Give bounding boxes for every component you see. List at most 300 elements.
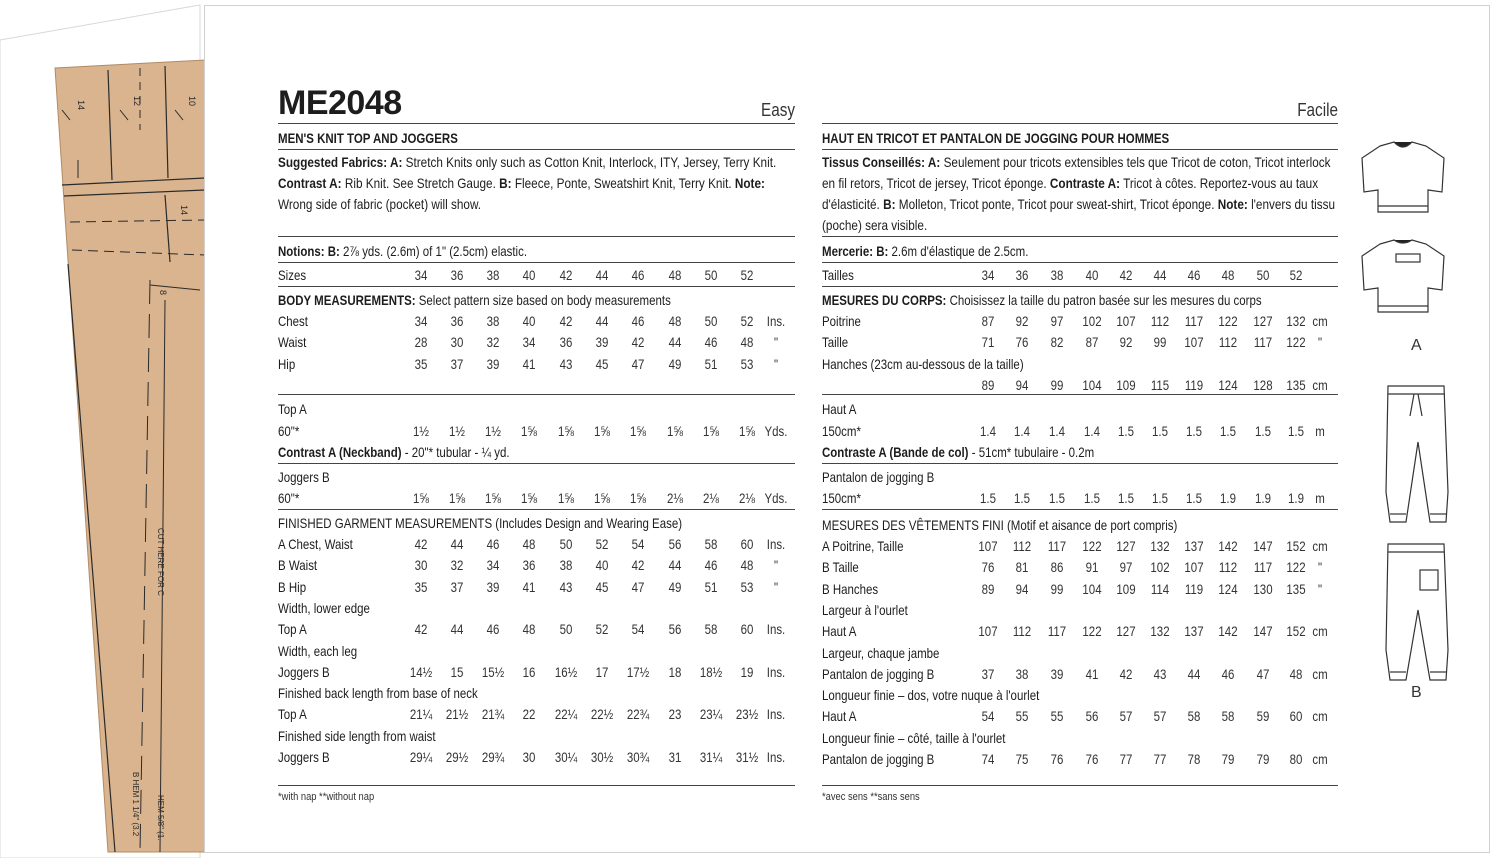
- f-joggers-1-en: Joggers B: [278, 664, 330, 680]
- cell-fr-f_hip: 104: [1082, 582, 1102, 597]
- cell-en-top_yd: 1⅝: [521, 424, 537, 439]
- cell-fr-f_hip: 89: [981, 582, 995, 597]
- cell-fr-f_back: 55: [1050, 709, 1064, 724]
- size-header-en: 34: [414, 268, 428, 283]
- cell-fr-top_m: 1.4: [980, 424, 996, 439]
- cell-fr-f_leg: 44: [1187, 667, 1201, 682]
- footnote-fr: *avec sens **sans sens: [822, 791, 920, 803]
- cell-en-f_waist: 40: [595, 558, 609, 573]
- cell-en-hip: 53: [740, 357, 754, 372]
- cell-fr-f_top: 117: [1047, 624, 1067, 639]
- cell-en-chest: 52: [740, 314, 754, 329]
- cell-en-chest: 44: [595, 314, 609, 329]
- divider: [822, 236, 1338, 237]
- cell-fr-hip: 119: [1184, 378, 1204, 393]
- f-b-waist-fr: B Taille: [822, 559, 859, 575]
- fabrics-b-text: Fleece, Ponte, Sweatshirt Knit, Terry Knit.: [511, 175, 735, 191]
- f-top-a-2-fr: Haut A: [822, 708, 857, 724]
- cell-fr-hip: 99: [1050, 378, 1064, 393]
- size-header-fr: 42: [1119, 268, 1133, 283]
- cell-fr-jog_m: 1.5: [1118, 491, 1134, 506]
- hip-label-fr: Hanches (23cm au-dessous de la taille): [822, 356, 1024, 372]
- cell-en-f_leg: 18: [668, 665, 682, 680]
- cell-fr-f_hip: 124: [1218, 582, 1238, 597]
- unit-fr-f_back: cm: [1312, 709, 1328, 724]
- width-150-fr: 150cm*: [822, 423, 861, 439]
- joggers-back-sketch: [1386, 544, 1448, 680]
- cell-en-f_hip: 53: [740, 580, 754, 595]
- cell-en-chest: 40: [522, 314, 536, 329]
- joggers-label-en: Joggers B: [278, 469, 330, 485]
- fabrics-contrast-text: Rib Knit. See Stretch Gauge.: [341, 175, 500, 191]
- cell-en-chest: 50: [704, 314, 718, 329]
- divider: [278, 123, 795, 124]
- notions-text: 2⅞ yds. (2.6m) of 1" (2.5cm) elastic.: [339, 243, 528, 259]
- contrast-a-fr: [822, 444, 1094, 460]
- cell-en-hip: 35: [414, 357, 428, 372]
- body-heading-fr: [822, 292, 1262, 308]
- cell-en-waist: 32: [486, 335, 500, 350]
- cell-fr-f_side: 75: [1015, 752, 1029, 767]
- size-header-en: 52: [740, 268, 754, 283]
- cell-fr-f_waist: 112: [1218, 560, 1238, 575]
- finished-heading-fr: MESURES DES VÊTEMENTS FINI (Motif et aisance de port compris): [822, 517, 1178, 533]
- cell-fr-waist: 92: [1119, 335, 1133, 350]
- cell-en-f_back: 22½: [590, 707, 614, 722]
- cell-en-chest: 46: [631, 314, 645, 329]
- f-top-a-2-en: Top A: [278, 706, 307, 722]
- cell-fr-f_top: 107: [978, 624, 998, 639]
- body-heading-lead: MESURES DU CORPS:: [822, 292, 947, 308]
- cell-fr-top_m: 1.5: [1152, 424, 1168, 439]
- cell-en-f_chest: 56: [668, 537, 682, 552]
- cell-en-hip: 37: [450, 357, 464, 372]
- fabrics-contrast-text: Tricot à côtes. Reportez-vous au taux d'élasticité.: [822, 175, 1319, 212]
- cell-en-f_back: 23: [668, 707, 682, 722]
- cell-en-f_leg: 18½: [699, 665, 723, 680]
- cell-en-f_hip: 37: [450, 580, 464, 595]
- fabrics-lead: Suggested Fabrics: A:: [278, 154, 403, 170]
- side-length-fr: Longueur finie – côté, taille à l'ourlet: [822, 730, 1006, 746]
- size-header-en: 40: [522, 268, 536, 283]
- cell-en-top_yd: 1⅝: [630, 424, 646, 439]
- fabrics-note-lead: Note:: [734, 175, 765, 191]
- unit-en-f_top: Ins.: [766, 622, 786, 637]
- cell-fr-f_side: 74: [981, 752, 995, 767]
- cell-fr-jog_m: 1.5: [980, 491, 996, 506]
- unit-en-chest: Ins.: [766, 314, 786, 329]
- cell-fr-jog_m: 1.5: [1152, 491, 1168, 506]
- size-header-en: 50: [704, 268, 718, 283]
- notions-fr: [822, 243, 1028, 259]
- cell-fr-f_back: 56: [1085, 709, 1099, 724]
- contrast-a-text: - 51cm* tubulaire - 0.2m: [968, 444, 1095, 460]
- cell-en-f_top: 46: [486, 622, 500, 637]
- unit-en-top_yd: Yds.: [764, 424, 788, 439]
- width-lower-edge-fr: Largeur à l'ourlet: [822, 602, 908, 618]
- cell-fr-hip: 89: [981, 378, 995, 393]
- cell-en-f_hip: 45: [595, 580, 609, 595]
- cell-fr-hip: 109: [1116, 378, 1136, 393]
- cell-en-waist: 28: [414, 335, 428, 350]
- unit-fr-hip: cm: [1312, 378, 1328, 393]
- cell-en-f_side: 29¼: [409, 750, 433, 765]
- cell-en-top_yd: 1⅝: [558, 424, 574, 439]
- cell-en-f_side: 29¾: [481, 750, 505, 765]
- size-header-fr: 44: [1153, 268, 1167, 283]
- view-b-label: B: [1411, 684, 1422, 701]
- cell-en-f_hip: 35: [414, 580, 428, 595]
- size-header-en: 42: [559, 268, 573, 283]
- cell-en-f_leg: 19: [740, 665, 754, 680]
- cell-fr-f_leg: 46: [1221, 667, 1235, 682]
- cell-en-waist: 39: [595, 335, 609, 350]
- cell-fr-f_chest: 137: [1184, 539, 1204, 554]
- cell-en-f_leg: 16½: [554, 665, 578, 680]
- waist-label-fr: Taille: [822, 334, 849, 350]
- cell-en-f_back: 21½: [445, 707, 469, 722]
- cell-fr-f_leg: 39: [1050, 667, 1064, 682]
- cell-en-jog_yd: 2⅛: [703, 491, 719, 506]
- unit-fr-f_hip: ": [1317, 582, 1323, 597]
- unit-fr-f_chest: cm: [1312, 539, 1328, 554]
- cell-fr-top_m: 1.5: [1220, 424, 1236, 439]
- divider: [278, 785, 795, 786]
- cell-en-f_chest: 58: [704, 537, 718, 552]
- title-fr: HAUT EN TRICOT ET PANTALON DE JOGGING POUR HOMMES: [822, 130, 1170, 146]
- cell-fr-f_side: 77: [1153, 752, 1167, 767]
- f-b-waist-en: B Waist: [278, 557, 318, 573]
- size-header-fr: 50: [1256, 268, 1270, 283]
- cell-en-f_top: 52: [595, 622, 609, 637]
- cell-fr-hip: 115: [1150, 378, 1170, 393]
- cell-fr-top_m: 1.5: [1118, 424, 1134, 439]
- cell-en-f_waist: 38: [559, 558, 573, 573]
- size-header-fr: 40: [1085, 268, 1099, 283]
- cell-en-waist: 44: [668, 335, 682, 350]
- chest-label-en: Chest: [278, 313, 308, 329]
- cell-en-f_chest: 42: [414, 537, 428, 552]
- cell-fr-f_side: 80: [1289, 752, 1303, 767]
- cell-fr-waist: 112: [1218, 335, 1238, 350]
- cell-fr-f_chest: 117: [1047, 539, 1067, 554]
- body-heading-lead: BODY MEASUREMENTS:: [278, 292, 416, 308]
- cell-en-f_chest: 54: [631, 537, 645, 552]
- cell-en-hip: 47: [631, 357, 645, 372]
- cell-fr-f_back: 54: [981, 709, 995, 724]
- cell-en-f_back: 22¾: [626, 707, 650, 722]
- fabrics-note-text: Wrong side of fabric (pocket) will show.: [278, 196, 482, 212]
- divider: [822, 463, 1338, 464]
- cell-en-f_side: 30: [522, 750, 536, 765]
- cell-fr-jog_m: 1.5: [1186, 491, 1202, 506]
- cell-en-hip: 45: [595, 357, 609, 372]
- cell-fr-chest: 112: [1150, 314, 1170, 329]
- f-top-a-1-en: Top A: [278, 621, 307, 637]
- cell-fr-jog_m: 1.9: [1288, 491, 1304, 506]
- cell-en-f_waist: 48: [740, 558, 754, 573]
- cell-fr-f_leg: 41: [1085, 667, 1099, 682]
- cell-en-f_back: 21¼: [409, 707, 433, 722]
- cell-fr-f_hip: 114: [1150, 582, 1170, 597]
- contrast-a-lead: Contraste A (Bande de col): [822, 444, 969, 460]
- cell-fr-top_m: 1.5: [1186, 424, 1202, 439]
- cell-en-f_waist: 46: [704, 558, 718, 573]
- size-header-fr: 52: [1289, 268, 1303, 283]
- cell-fr-waist: 87: [1085, 335, 1099, 350]
- cell-en-f_chest: 50: [559, 537, 573, 552]
- cell-fr-f_side: 76: [1085, 752, 1099, 767]
- back-length-fr: Longueur finie – dos, votre nuque à l'ourlet: [822, 687, 1040, 703]
- cell-en-f_leg: 16: [522, 665, 536, 680]
- width-60-en: 60"*: [278, 423, 300, 439]
- cell-en-f_leg: 14½: [409, 665, 433, 680]
- unit-en-f_waist: ": [773, 558, 779, 573]
- cell-en-f_back: 23½: [735, 707, 759, 722]
- cell-en-f_side: 31¼: [699, 750, 723, 765]
- fabrics-contrast-lead: Contraste A:: [1049, 175, 1121, 191]
- cell-en-jog_yd: 1⅝: [413, 491, 429, 506]
- unit-fr-f_side: cm: [1312, 752, 1328, 767]
- cell-fr-f_top: 112: [1012, 624, 1032, 639]
- divider: [822, 149, 1338, 150]
- divider: [278, 463, 795, 464]
- fabrics-note-text: l'envers du tissu (poche) sera visible.: [822, 196, 1336, 233]
- cell-en-f_top: 50: [559, 622, 573, 637]
- chest-label-fr: Poitrine: [822, 313, 861, 329]
- cell-en-jog_yd: 1⅝: [449, 491, 465, 506]
- cell-en-jog_yd: 2⅛: [667, 491, 683, 506]
- cell-fr-jog_m: 1.9: [1220, 491, 1236, 506]
- cell-en-f_top: 44: [450, 622, 464, 637]
- finished-heading-en: FINISHED GARMENT MEASUREMENTS (Includes Design and Wearing Ease): [278, 515, 683, 531]
- cell-fr-chest: 97: [1050, 314, 1064, 329]
- cell-fr-chest: 92: [1015, 314, 1029, 329]
- cell-fr-f_waist: 76: [981, 560, 995, 575]
- cell-fr-f_waist: 122: [1286, 560, 1306, 575]
- cell-en-jog_yd: 1⅝: [521, 491, 537, 506]
- cell-en-f_waist: 32: [450, 558, 464, 573]
- cell-en-f_side: 31½: [735, 750, 759, 765]
- cell-fr-f_chest: 122: [1082, 539, 1102, 554]
- cell-en-f_hip: 41: [522, 580, 536, 595]
- f-joggers-1-fr: Pantalon de jogging B: [822, 666, 935, 682]
- divider: [822, 394, 1338, 395]
- unit-fr-top_m: m: [1315, 424, 1325, 439]
- cell-fr-hip: 124: [1218, 378, 1238, 393]
- size-header-fr: 34: [981, 268, 995, 283]
- cell-fr-f_back: 60: [1289, 709, 1303, 724]
- cell-en-waist: 36: [559, 335, 573, 350]
- cell-fr-f_back: 58: [1187, 709, 1201, 724]
- size-header-en: 46: [631, 268, 645, 283]
- fabrics-lead: Tissus Conseillés: A:: [822, 154, 941, 170]
- joggers-label-fr: Pantalon de jogging B: [822, 469, 935, 485]
- cell-fr-hip: 128: [1253, 378, 1273, 393]
- cell-en-waist: 48: [740, 335, 754, 350]
- fabrics-fr: [822, 152, 1338, 236]
- side-length-en: Finished side length from waist: [278, 728, 436, 744]
- cell-fr-chest: 132: [1286, 314, 1306, 329]
- cell-fr-f_chest: 142: [1218, 539, 1238, 554]
- cell-fr-f_side: 77: [1119, 752, 1133, 767]
- cell-fr-waist: 99: [1153, 335, 1167, 350]
- cell-en-f_top: 42: [414, 622, 428, 637]
- size-header-fr: 38: [1050, 268, 1064, 283]
- f-chest-waist-en: A Chest, Waist: [278, 536, 353, 552]
- tissue-label-14a: 14: [76, 100, 86, 111]
- cell-en-hip: 41: [522, 357, 536, 372]
- cell-fr-waist: 107: [1184, 335, 1204, 350]
- cell-en-f_top: 60: [740, 622, 754, 637]
- size-header-fr: 46: [1187, 268, 1201, 283]
- body-heading-en: [278, 292, 671, 308]
- cell-fr-f_leg: 43: [1153, 667, 1167, 682]
- notions-en: [278, 243, 527, 259]
- unit-fr-f_waist: ": [1317, 560, 1323, 575]
- cell-fr-f_side: 79: [1221, 752, 1235, 767]
- cell-fr-waist: 71: [981, 335, 995, 350]
- cell-fr-chest: 87: [981, 314, 995, 329]
- tissue-label-14b: 14: [179, 205, 189, 216]
- cell-en-f_chest: 60: [740, 537, 754, 552]
- cell-fr-f_leg: 47: [1256, 667, 1270, 682]
- width-each-leg-en: Width, each leg: [278, 643, 358, 659]
- divider: [822, 262, 1338, 263]
- cell-fr-f_side: 79: [1256, 752, 1270, 767]
- f-joggers-2-en: Joggers B: [278, 749, 330, 765]
- cell-en-f_side: 30¼: [554, 750, 578, 765]
- pattern-code: ME2048: [278, 84, 402, 122]
- cell-en-top_yd: 1½: [413, 424, 429, 439]
- divider: [278, 149, 795, 150]
- cell-en-f_chest: 44: [450, 537, 464, 552]
- tissue-label-10: 10: [187, 96, 197, 107]
- cell-en-jog_yd: 1⅝: [594, 491, 610, 506]
- unit-en-waist: ": [773, 335, 779, 350]
- cell-fr-waist: 122: [1286, 335, 1306, 350]
- cell-fr-f_leg: 37: [981, 667, 995, 682]
- cell-fr-hip: 135: [1286, 378, 1306, 393]
- fabrics-a-text: Seulement pour tricots extensibles tels que Tricot de coton, Tricot interlock en fil retors, Tricot de jersey, Tricot éponge.: [822, 154, 1331, 191]
- view-a-label: A: [1411, 337, 1422, 354]
- size-header-en: 36: [450, 268, 464, 283]
- cell-fr-f_hip: 130: [1253, 582, 1273, 597]
- cell-fr-f_top: 137: [1184, 624, 1204, 639]
- fabrics-a-text: Stretch Knits only such as Cotton Knit, Interlock, ITY, Jersey, Terry Knit.: [402, 154, 777, 170]
- cell-fr-f_chest: 127: [1116, 539, 1136, 554]
- cell-en-jog_yd: 1⅝: [630, 491, 646, 506]
- cell-fr-f_chest: 147: [1253, 539, 1273, 554]
- divider: [822, 785, 1338, 786]
- cell-fr-f_hip: 135: [1286, 582, 1306, 597]
- f-top-a-1-fr: Haut A: [822, 623, 857, 639]
- cell-fr-f_top: 152: [1286, 624, 1306, 639]
- title-en: MEN'S KNIT TOP AND JOGGERS: [278, 130, 458, 146]
- cell-fr-f_waist: 91: [1085, 560, 1099, 575]
- cell-en-chest: 42: [559, 314, 573, 329]
- cell-fr-chest: 107: [1116, 314, 1136, 329]
- sizes-label-fr: Tailles: [822, 267, 854, 283]
- cell-en-hip: 39: [486, 357, 500, 372]
- cell-en-top_yd: 1⅝: [739, 424, 755, 439]
- f-b-hip-fr: B Hanches: [822, 581, 879, 597]
- cell-fr-f_hip: 94: [1015, 582, 1029, 597]
- cell-en-chest: 48: [668, 314, 682, 329]
- fabrics-note-lead: Note:: [1217, 196, 1248, 212]
- cell-fr-f_leg: 38: [1015, 667, 1029, 682]
- unit-en-f_side: Ins.: [766, 750, 786, 765]
- cell-en-top_yd: 1½: [449, 424, 465, 439]
- cell-en-f_top: 58: [704, 622, 718, 637]
- cell-fr-f_hip: 119: [1184, 582, 1204, 597]
- size-header-fr: 36: [1015, 268, 1029, 283]
- cell-fr-f_waist: 86: [1050, 560, 1064, 575]
- cell-fr-f_waist: 102: [1150, 560, 1170, 575]
- fabrics-contrast-lead: Contrast A:: [278, 175, 342, 191]
- difficulty-en: Easy: [760, 100, 795, 120]
- cell-en-f_leg: 15: [450, 665, 464, 680]
- unit-fr-f_leg: cm: [1312, 667, 1328, 682]
- cell-fr-f_waist: 117: [1253, 560, 1273, 575]
- cell-en-f_leg: 17½: [626, 665, 650, 680]
- cell-fr-jog_m: 1.5: [1049, 491, 1065, 506]
- contrast-a-lead: Contrast A (Neckband): [278, 444, 402, 460]
- size-header-en: 48: [668, 268, 682, 283]
- cell-en-top_yd: 1⅝: [667, 424, 683, 439]
- unit-en-f_back: Ins.: [766, 707, 786, 722]
- cell-fr-top_m: 1.5: [1288, 424, 1304, 439]
- cell-en-f_leg: 17: [595, 665, 609, 680]
- unit-fr-chest: cm: [1312, 314, 1328, 329]
- cell-fr-f_top: 132: [1150, 624, 1170, 639]
- cell-fr-f_side: 76: [1050, 752, 1064, 767]
- cell-fr-f_top: 147: [1253, 624, 1273, 639]
- cell-en-f_side: 31: [668, 750, 682, 765]
- cell-fr-jog_m: 1.5: [1014, 491, 1030, 506]
- cell-en-top_yd: 1½: [485, 424, 501, 439]
- cell-fr-top_m: 1.4: [1049, 424, 1065, 439]
- cell-en-f_hip: 47: [631, 580, 645, 595]
- cell-fr-waist: 76: [1015, 335, 1029, 350]
- cell-en-f_chest: 48: [522, 537, 536, 552]
- top-front-sketch: [1362, 142, 1444, 212]
- cell-en-waist: 34: [522, 335, 536, 350]
- cell-en-jog_yd: 1⅝: [485, 491, 501, 506]
- footnote-en: *with nap **without nap: [278, 791, 375, 803]
- contrast-a-en: [278, 444, 510, 460]
- cell-en-f_chest: 52: [595, 537, 609, 552]
- top-a-label-en: Top A: [278, 401, 307, 417]
- divider: [278, 509, 795, 510]
- cell-en-f_hip: 39: [486, 580, 500, 595]
- cell-en-chest: 36: [450, 314, 464, 329]
- top-a-label-fr: Haut A: [822, 401, 857, 417]
- cell-fr-top_m: 1.5: [1255, 424, 1271, 439]
- unit-en-f_leg: Ins.: [766, 665, 786, 680]
- cell-fr-f_waist: 81: [1015, 560, 1029, 575]
- cell-fr-hip: 104: [1082, 378, 1102, 393]
- tissue-b-hem: B HEM 1 1/4" (3.2: [131, 772, 140, 837]
- f-b-hip-en: B Hip: [278, 579, 307, 595]
- cell-en-f_waist: 42: [631, 558, 645, 573]
- unit-en-hip: ": [773, 357, 779, 372]
- divider: [822, 286, 1338, 287]
- cell-en-waist: 46: [704, 335, 718, 350]
- cell-fr-chest: 127: [1253, 314, 1273, 329]
- cell-en-chest: 38: [486, 314, 500, 329]
- cell-fr-f_chest: 152: [1286, 539, 1306, 554]
